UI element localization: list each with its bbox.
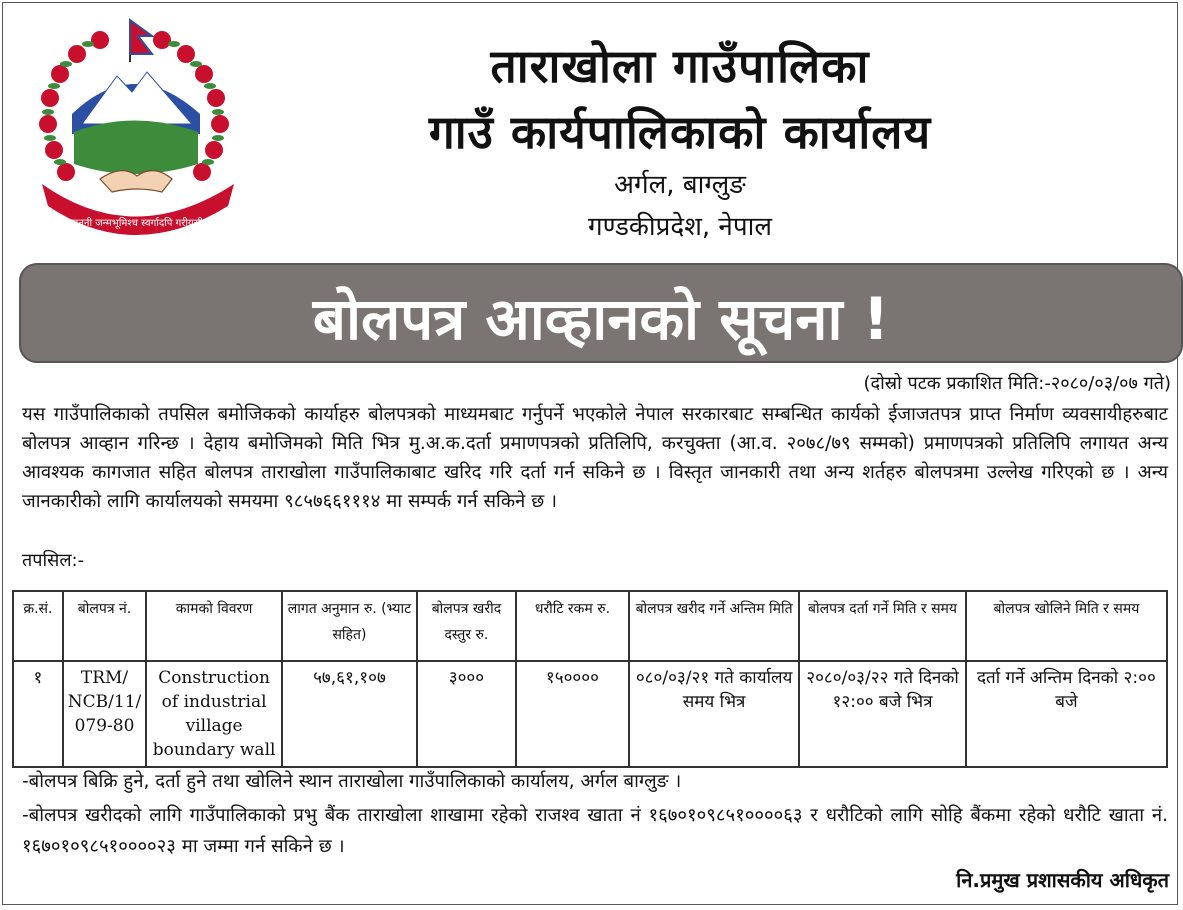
municipality-title: ताराखोला गाउँपालिका — [490, 39, 870, 93]
cell-submission: २०८०/०३/२२ गते दिनको १२:०० बजे भित्र — [799, 661, 966, 767]
cell-cost-estimate: ५७,६१,१०७ — [282, 661, 417, 767]
col-header-cost-estimate: लागत अनुमान रु. (भ्याट सहित) — [282, 591, 417, 661]
cell-sn: १ — [13, 661, 63, 767]
cell-purchase-deadline: ०८०/०३/२१ गते कार्यालय समय भित्र — [629, 661, 799, 767]
address-line-1: अर्गल, बाग्लुङ — [614, 170, 746, 200]
table-header-row — [13, 591, 1167, 661]
publication-date-note: (दोस्रो पटक प्रकाशित मिति:-२०८०/०३/०७ गते) — [863, 373, 1171, 394]
cell-description: Construction of industrial village boundary wall — [146, 661, 282, 767]
details-label: तपसिल:- — [22, 550, 85, 571]
col-header-bid-fee: बोलपत्र खरीद दस्तुर रु. — [417, 591, 516, 661]
svg-text:जननी जन्मभूमिश्च स्वर्गादपि गर: जननी जन्मभूमिश्च स्वर्गादपि गरीयसी — [70, 218, 204, 229]
col-header-deposit: धरौटि रकम रु. — [516, 591, 629, 661]
cell-deposit: १५०००० — [516, 661, 629, 767]
col-header-submission: बोलपत्र दर्ता गर्ने मिति र समय — [799, 591, 966, 661]
flag-icon — [130, 20, 152, 62]
notice-banner — [19, 263, 1183, 363]
signature-title: नि.प्रमुख प्रशासकीय अधिकृत — [956, 868, 1169, 892]
col-header-sn: क्र.सं. — [13, 591, 63, 661]
nepal-emblem-icon — [22, 14, 252, 239]
works-table — [12, 590, 1168, 768]
footer-note-location: -बोलपत्र बिक्रि हुने, दर्ता हुने तथा खोलिने स्थान ताराखोला गाउँपालिकाको कार्यालय, अर्गल बाग्लुङ । — [22, 771, 682, 792]
body-paragraph: यस गाउँपालिकाको तपसिल बमोजिकको कार्याहरु बोलपत्रको माध्यमबाट गर्नुपर्ने भएकोले नेपाल सरकारबाट सम्बन्धित कार्यको ईजाजतपत्र प्राप्त निर्माण व्यवसायीहरुबाट बोलपत्र आव्हान गरिन्छ । देहाय बमोजिमको मिति भित्र मु.अ.क.दर्ता प्रमाणपत्रको प्रतिलिपि, करचुक्ता (आ.व. २०७८/७९ सम्मको) प्रमाणपत्रको प्रतिलिपि लगायत अन्य आवश्यक कागजात सहित बोलपत्र ताराखोला गाउँपालिकाबाट खरिद गरि दर्ता गर्न सकिने छ । विस्तृत जानकारी तथा अन्य शर्तहरु बोलपत्रमा उल्लेख गरिएको छ । अन्य जानकारीको लागि कार्यालयको समयमा ९८५७६६१११४ मा सम्पर्क गर्न सकिने छ । — [22, 404, 1168, 512]
col-header-opening: बोलपत्र खोलिने मिति र समय — [966, 591, 1167, 661]
col-header-purchase-deadline: बोलपत्र खरीद गर्ने अन्तिम मिति — [629, 591, 799, 661]
cell-bid-no: TRM/ NCB/11/ 079-80 — [63, 661, 146, 767]
col-header-bid-no: बोलपत्र नं. — [63, 591, 146, 661]
footer-note-bank: -बोलपत्र खरीदको लागि गाउँपालिकाको प्रभु बैंक ताराखोला शाखामा रहेको राजश्व खाता नं १६७०१०९८५१००००६३ र धरौटिको लागि सोहि बैंकमा रहेको धरौटि खाता नं. १६७०१०९८५१००००२३ मा जम्मा गर्न सकिने छ । — [22, 805, 1168, 857]
office-title: गाउँ कार्यपालिकाको कार्यालय — [428, 105, 932, 159]
notice-banner-text: बोलपत्र आव्हानको सूचना ! — [312, 285, 890, 353]
table-row — [13, 661, 1167, 767]
address-line-2: गण्डकीप्रदेश, नेपाल — [588, 212, 772, 242]
col-header-description: कामको विवरण — [146, 591, 282, 661]
cell-opening: दर्ता गर्ने अन्तिम दिनको २:०० बजे — [966, 661, 1167, 767]
cell-bid-fee: ३००० — [417, 661, 516, 767]
